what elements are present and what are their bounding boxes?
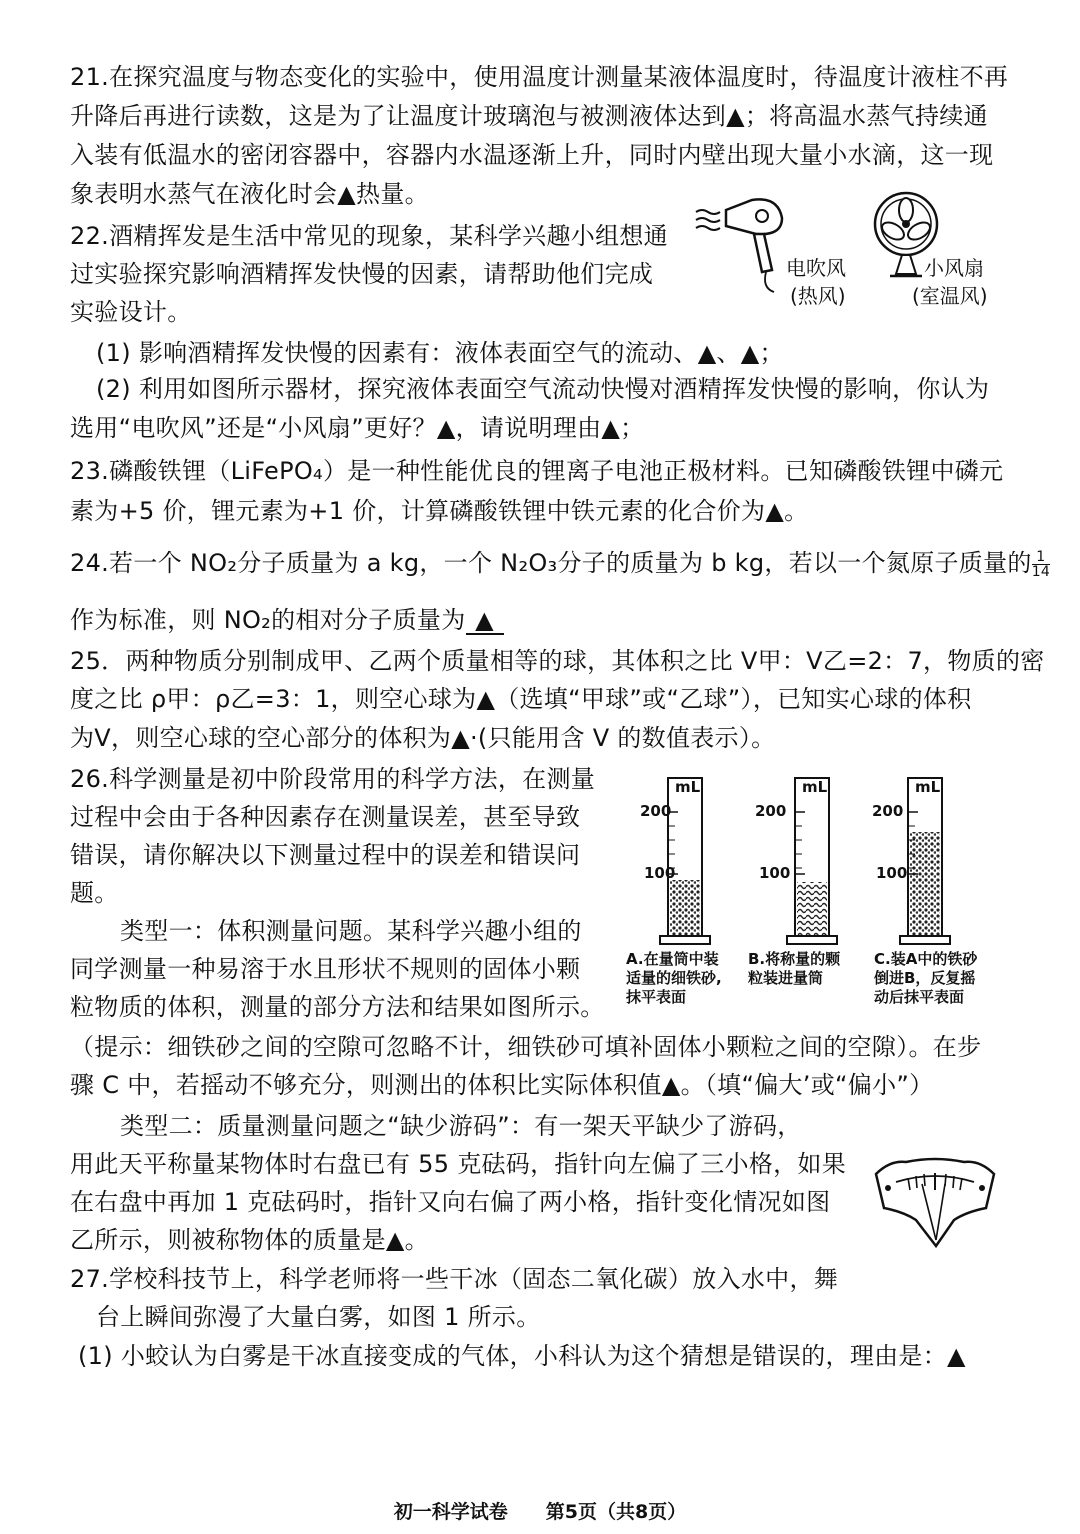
q24-line2 [70,603,504,637]
caption-c-line: C.装A中的铁砂 [874,950,978,968]
q24-blank: ▲ [466,607,504,635]
q22-sub2: (2) 利用如图所示器材，探究液体表面空气流动快慢对酒精挥发快慢的影响，你认为 [96,375,990,403]
page-footer: 初一科学试卷 第5页（共8页） [393,1501,687,1523]
caption-a [626,950,722,1007]
q22-sub1: (1) 影响酒精挥发快慢的因素有：液体表面空气的流动、▲、▲； [96,339,784,367]
caption-b-line: B.将称量的颗 [748,950,841,968]
q26-type2-line1: 类型二：质量测量问题之“缺少游码”：有一架天平缺少了游码， [120,1112,802,1140]
cylinders-figure [630,770,1050,946]
q26-line3: 错误，请你解决以下测量过程中的误差和错误问 [70,841,581,869]
cylinder-c [900,778,950,944]
caption-c-line: 动后抹平表面 [874,988,965,1006]
caption-a-line: 适量的细铁砂, [626,969,722,987]
q26-line1: 26.科学测量是初中阶段常用的科学方法，在测量 [70,765,596,793]
cylinder-b-tick-100: 100 [759,864,791,882]
q21-line4: 象表明水蒸气在液化时会▲热量。 [70,180,429,208]
caption-a-line: 抹平表面 [626,988,687,1006]
caption-b [748,950,840,988]
cylinder-b-tick-200: 200 [755,802,787,820]
cylinder-a-tick-200: 200 [640,802,672,820]
caption-b-line: 粒装进量筒 [748,969,824,987]
q21-line1: 21.在探究温度与物态变化的实验中，使用温度计测量某液体温度时，待温度计液柱不再 [70,63,1009,91]
q21-line2: 升降后再进行读数，这是为了让温度计玻璃泡与被测液体达到▲；将高温水蒸气持续通 [70,102,988,130]
q26-type2-line2: 用此天平称量某物体时右盘已有 55 克砝码，指针向左偏了三小格，如果 [70,1150,846,1178]
q25-line3: 为V，则空心球的空心部分的体积为▲·(只能用含 V 的数值表示）。 [70,724,776,752]
q21-line3: 入装有低温水的密闭容器中，容器内水温逐渐上升，同时内壁出现大量小水滴，这一现 [70,141,994,169]
q26-line4: 题。 [70,879,119,907]
q26-line2: 过程中会由于各种因素存在测量误差，甚至导致 [70,803,581,831]
cylinder-b [787,778,837,944]
caption-a-line: A.在量筒中装 [626,950,719,968]
q27-line1: 27.学校科技节上，科学老师将一些干冰（固态二氧化碳）放入水中，舞 [70,1265,839,1293]
q25-line1: 25．两种物质分别制成甲、乙两个质量相等的球，其体积之比 V甲：V乙=2：7，物质的密 [70,647,1045,675]
q24-text2: 作为标准，则 NO₂的相对分子质量为 [70,606,466,634]
q26-type1-line1: 类型一：体积测量问题。某科学兴趣小组的 [120,917,582,945]
cylinder-c-tick-100: 100 [876,864,908,882]
fan-sublabel: (室温风) [912,284,988,308]
q26-type2-line3: 在右盘中再加 1 克砝码时，指针又向右偏了两小格，指针变化情况如图 [70,1188,831,1216]
q25-line2: 度之比 ρ甲：ρ乙=3：1，则空心球为▲（选填“甲球”或“乙球”），已知实心球的体积 [70,685,972,713]
balance-scale-icon [870,1148,1000,1248]
fraction [1032,550,1050,579]
cylinder-c-tick-200: 200 [872,802,904,820]
q26-type2-line4: 乙所示，则被称物体的质量是▲。 [70,1226,429,1254]
fraction-numerator: 1 [1032,550,1050,565]
caption-c [874,950,977,1007]
fan-label: 小风扇 [924,256,984,280]
hairdryer-sublabel: (热风) [790,284,846,308]
q23-line2: 素为+5 价，锂元素为+1 价，计算磷酸铁锂中铁元素的化合价为▲。 [70,497,809,525]
hairdryer-icon [690,192,790,302]
q24-line1 [70,546,1050,580]
cylinder-b-unit: mL [802,778,828,796]
cylinder-a-unit: mL [675,778,701,796]
q24-text: 24.若一个 NO₂分子质量为 a kg，一个 N₂O₃分子的质量为 b kg，若以一个氮原子质量的 [70,549,1032,577]
caption-c-line: 倒进B，反复摇 [874,969,976,987]
q26-type1-line3: 粒物质的体积，测量的部分方法和结果如图所示。 [70,993,605,1021]
q22-line2: 过实验探究影响酒精挥发快慢的因素，请帮助他们完成 [70,260,654,288]
q27-line2: 台上瞬间弥漫了大量白雾，如图 1 所示。 [96,1303,541,1331]
q27-sub1: (1) 小蛟认为白雾是干冰直接变成的气体，小科认为这个猜想是错误的，理由是：▲ [78,1342,966,1370]
q26-hint-line1: （提示：细铁砂之间的空隙可忽略不计，细铁砂可填补固体小颗粒之间的空隙）。在步 [70,1033,982,1061]
q22-line3: 实验设计。 [70,298,192,326]
hairdryer-label: 电吹风 [786,256,846,280]
q26-type1-line2: 同学测量一种易溶于水且形状不规则的固体小颗 [70,955,581,983]
fraction-denominator: 14 [1031,563,1051,580]
q22-sub2-line2: 选用“电吹风”还是“小风扇”更好？▲，请说明理由▲； [70,414,645,442]
q23-line1: 23.磷酸铁锂（LiFePO₄）是一种性能优良的锂离子电池正极材料。已知磷酸铁锂中磷元 [70,457,1004,485]
cylinder-c-unit: mL [915,778,941,796]
cylinder-a-tick-100: 100 [644,864,676,882]
q22-line1: 22.酒精挥发是生活中常见的现象，某科学兴趣小组想通 [70,222,668,250]
q26-hint-line2: 骤 C 中，若摇动不够充分，则测出的体积比实际体积值▲。（填“偏大’或“偏小”） [70,1071,934,1099]
